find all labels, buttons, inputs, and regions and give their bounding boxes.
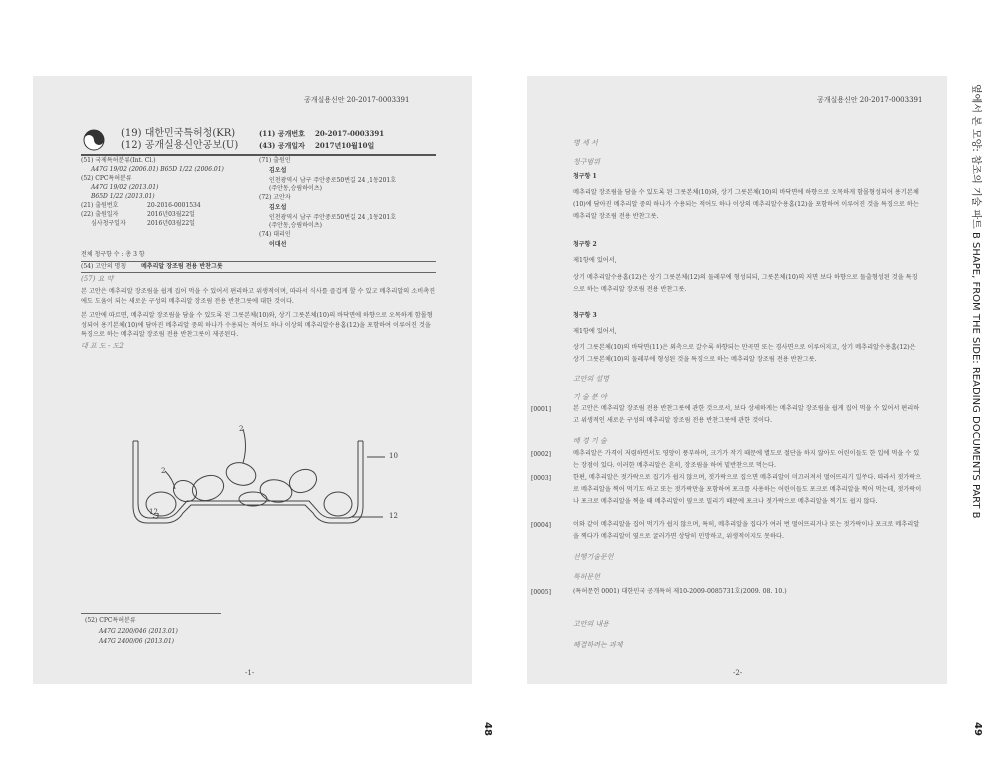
left-book-page-number: 48 <box>482 722 493 736</box>
right-page-header: 공개실용신안 20-2017-0003391 <box>817 96 923 104</box>
paragraph-0002-number: [0002] <box>531 451 551 458</box>
bottom-divider <box>81 613 221 614</box>
utility-model-title: 메추리알 장조림 전용 반찬그릇 <box>141 263 223 270</box>
application-date-label: (22) 출원일자 <box>81 211 119 218</box>
paragraph-0001-number: [0001] <box>531 406 551 413</box>
application-number-label: (21) 출원번호 <box>81 202 119 209</box>
ipc-label: (51) 국제특허분류(Int. Cl.) <box>81 157 156 164</box>
claims-count: 전체 청구항 수 : 총 3 항 <box>81 251 145 258</box>
divider-title <box>81 272 436 273</box>
issuing-office: (19) 대한민국특허청(KR) <box>121 128 236 139</box>
cpc-line-2: B65D 1/22 (2013.01) <box>91 193 155 200</box>
right-document-page <box>527 76 947 684</box>
deviser-label: (72) 고안자 <box>259 194 291 201</box>
paragraph-0005-text: (특허문헌 0001) 대한민국 공개특허 제10-2009-0085731호(2009. 08. 10.) <box>573 588 787 595</box>
bottom-cpc-label: (52) CPC특허분류 <box>85 617 136 624</box>
description-heading: 고안의 설명 <box>573 375 610 383</box>
publication-number: 20-2017-0003391 <box>315 129 385 138</box>
claim-2-text: 상기 메추리알수용홈(12)은 상기 그릇본체(12)의 둘레부에 형성되되, 그릇본체(10)의 저면 보다 하향으로 돌출형성된 것을 특징으로 하는 메추리알 장조림 전용 반찬그릇. <box>573 274 918 293</box>
abstract-paragraph-1: 본 고안은 메추리알 장조림을 쉽게 집어 먹을 수 있어서 편리하고 위생적이며, 따라서 식사를 즐겁게 할 수 있고 메추리알의 소비촉진에도 도움이 되는 새로운 구성의 메추리알 장조림 전용 반찬그릇에 대한 것이다. <box>81 288 436 305</box>
bottom-cpc-line-2: A47G 2400/06 (2013.01) <box>99 638 174 645</box>
application-number: 20-2016-0001534 <box>147 202 201 209</box>
paragraph-0001-text: 본 고안은 메추리알 장조림 전용 반찬그릇에 관한 것으로서, 보다 상세하게는 메추리알 장조림을 쉽게 집어 먹을 수 있어서 편리하고 위생적인 새로운 구성의 메추리알 장조림 전용 반찬그릇에 관한 것이다. <box>573 405 920 424</box>
paragraph-0005-number: [0005] <box>531 589 551 596</box>
figure-label-2-top: 2 <box>239 425 244 433</box>
applicant-label: (71) 출원인 <box>259 157 291 164</box>
technical-field-heading: 기 술 분 야 <box>573 393 607 401</box>
problem-heading: 해결하려는 과제 <box>573 641 623 649</box>
right-book-page-number: 49 <box>972 722 983 736</box>
bottom-cpc-line-1: A47G 2200/046 (2013.01) <box>99 628 178 635</box>
claim-1-heading: 청구항 1 <box>573 173 597 180</box>
claims-heading: 청구범위 <box>573 158 601 166</box>
background-heading: 배 경 기 술 <box>573 437 607 445</box>
publication-date: 2017년10월10일 <box>315 141 375 150</box>
paragraph-0004-number: [0004] <box>531 522 551 529</box>
cpc-line-1: A47G 19/02 (2013.01) <box>91 184 159 191</box>
representative-figure-label: 대 표 도 - 도2 <box>81 342 124 350</box>
publication-date-label: (43) 공개일자 <box>259 141 305 150</box>
patent-documents-heading: 특허문헌 <box>573 573 601 581</box>
exam-request-date: 2016년03월22일 <box>147 220 195 227</box>
paragraph-0003-text: 한편, 메추리알은 젓가락으로 집기가 쉽지 않으며, 젓가락으로 집으면 메추리알이 미끄러져서 떨어뜨리기 일쑤다. 따라서 젓가락으로 메추리알을 찍어 먹기도 하고 또는 젓가락만을 포함하여 포크를 사용하는 어린이들도 포크로 메추리알을 찍어 먹는데, 젓가락이나 포크로 메추리알을 찍을 때 메추리알이 옆으로 밀리기 때문에 포크나 젓가락으로 메추리알을 찍기도 쉽지 않다. <box>573 474 922 505</box>
running-side-title: 옆에서 본 모양: 참조의 기술 파트 B SHAPE, FROM THE SIDE: READING DOCUMENTS PART B <box>970 84 981 519</box>
left-document-page <box>33 76 472 684</box>
claim-2-heading: 청구항 2 <box>573 241 597 248</box>
application-date: 2016년03월22일 <box>147 211 195 218</box>
publication-type: (12) 공개실용신안공보(U) <box>121 140 239 151</box>
paragraph-0002-text: 메추리알은 가격이 저렴하면서도 영양이 풍부하며, 크기가 작기 때문에 별도로 절단을 하지 않아도 어린이들도 한 입에 먹을 수 있는 장점이 있다. 이러한 메추리알은 흔히, 장조림을 하여 밑반찬으로 먹는다. <box>573 450 920 469</box>
claim-3-reference: 제1항에 있어서, <box>573 328 617 335</box>
agent-label: (74) 대리인 <box>259 231 291 238</box>
deviser-address-2: (주안동,승림하이츠) <box>269 222 322 229</box>
cpc-label: (52) CPC특허분류 <box>81 175 132 182</box>
figure-label-2-left: 2 <box>161 467 166 475</box>
claim-2-reference: 제1항에 있어서, <box>573 257 617 264</box>
figure-label-12-left: 12 <box>149 508 158 516</box>
applicant-name: 김오섭 <box>269 167 287 174</box>
claim-3-text: 상기 그릇본체(10)의 바닥면(11)은 외측으로 갈수록 하향되는 만곡면 또는 경사면으로 이루어지고, 상기 메추리알수용홈(12)은 상기 그릇본체(10)의 둘레부에 형성된 것을 특징으로 하는 메추리알 장조림 전용 반찬그릇. <box>573 344 916 363</box>
left-page-header: 공개실용신안 20-2017-0003391 <box>304 96 410 104</box>
paragraph-0003-number: [0003] <box>531 475 551 482</box>
deviser-address-1: 인천광역시 남구 주안중로50번길 24 ,1동201호 <box>269 214 397 221</box>
abstract-paragraph-2: 본 고안에 따르면, 메추리알 장조림을 담을 수 있도록 된 그릇본체(10)와, 상기 그릇본체(10)의 바닥면에 하향으로 오목하게 함몰형성되어 용기본체(10)에 담아진 메추리알 중의 하나가 수용되는 적어도 하나 이상의 메추리알수용홈(12)을 포함하여 이루어진 것을 특징으로 하는 메추리알 장조림 전용 반찬그릇이 제공된다. <box>81 312 433 338</box>
header-divider <box>81 154 436 156</box>
applicant-address-2: (주안동,승림하이츠) <box>269 185 322 192</box>
exam-request-label: 심사청구일자 <box>91 220 126 227</box>
divider-claims <box>81 261 436 262</box>
left-page-footer: -1- <box>245 669 255 677</box>
publication-number-label: (11) 공개번호 <box>259 129 305 138</box>
prior-art-heading: 선행기술문헌 <box>573 553 614 561</box>
claim-3-heading: 청구항 3 <box>573 312 597 319</box>
ipc-classification: A47G 19/02 (2006.01) B65D 1/22 (2006.01) <box>91 166 224 173</box>
bowl-cross-section-drawing <box>113 421 413 551</box>
content-heading: 고안의 내용 <box>573 620 610 628</box>
paragraph-0004-text: 이와 같이 메추리알을 집어 먹기가 쉽지 않으며, 특히, 메추리알을 집다가 여러 번 떨어뜨리거나 또는 젓가락이나 포크로 메추리알을 찍다가 메추리알이 옆으로 굴러가면 상당히 민망하고, 위생적이지도 못하다. <box>573 521 920 540</box>
right-page-footer: -2- <box>733 669 743 677</box>
abstract-heading: (57) 요 약 <box>81 275 114 283</box>
korea-emblem-icon <box>83 129 105 151</box>
specification-title: 명 세 서 <box>573 139 598 147</box>
deviser-name: 김오섭 <box>269 204 287 211</box>
agent-name: 이대선 <box>269 241 287 248</box>
applicant-address-1: 인천광역시 남구 주안중로50번길 24 ,1동201호 <box>269 177 397 184</box>
title-label: (54) 고안의 명칭 <box>81 263 127 270</box>
figure-label-10: 10 <box>389 452 398 460</box>
figure-label-12-right: 12 <box>389 512 398 520</box>
claim-1-text: 메추리알 장조림을 담을 수 있도록 된 그릇본체(10)와, 상기 그릇본체(10)의 바닥면에 하향으로 오목하게 함몰형성되어 용기본체(10)에 담아진 메추리알 중의 하나가 수용되는 적어도 하나 이상의 메추리알수용홈(12)을 포함하여 이루어진 것을 특징으로 하는 메추리알 장조림 전용 반찬그릇. <box>573 189 919 220</box>
